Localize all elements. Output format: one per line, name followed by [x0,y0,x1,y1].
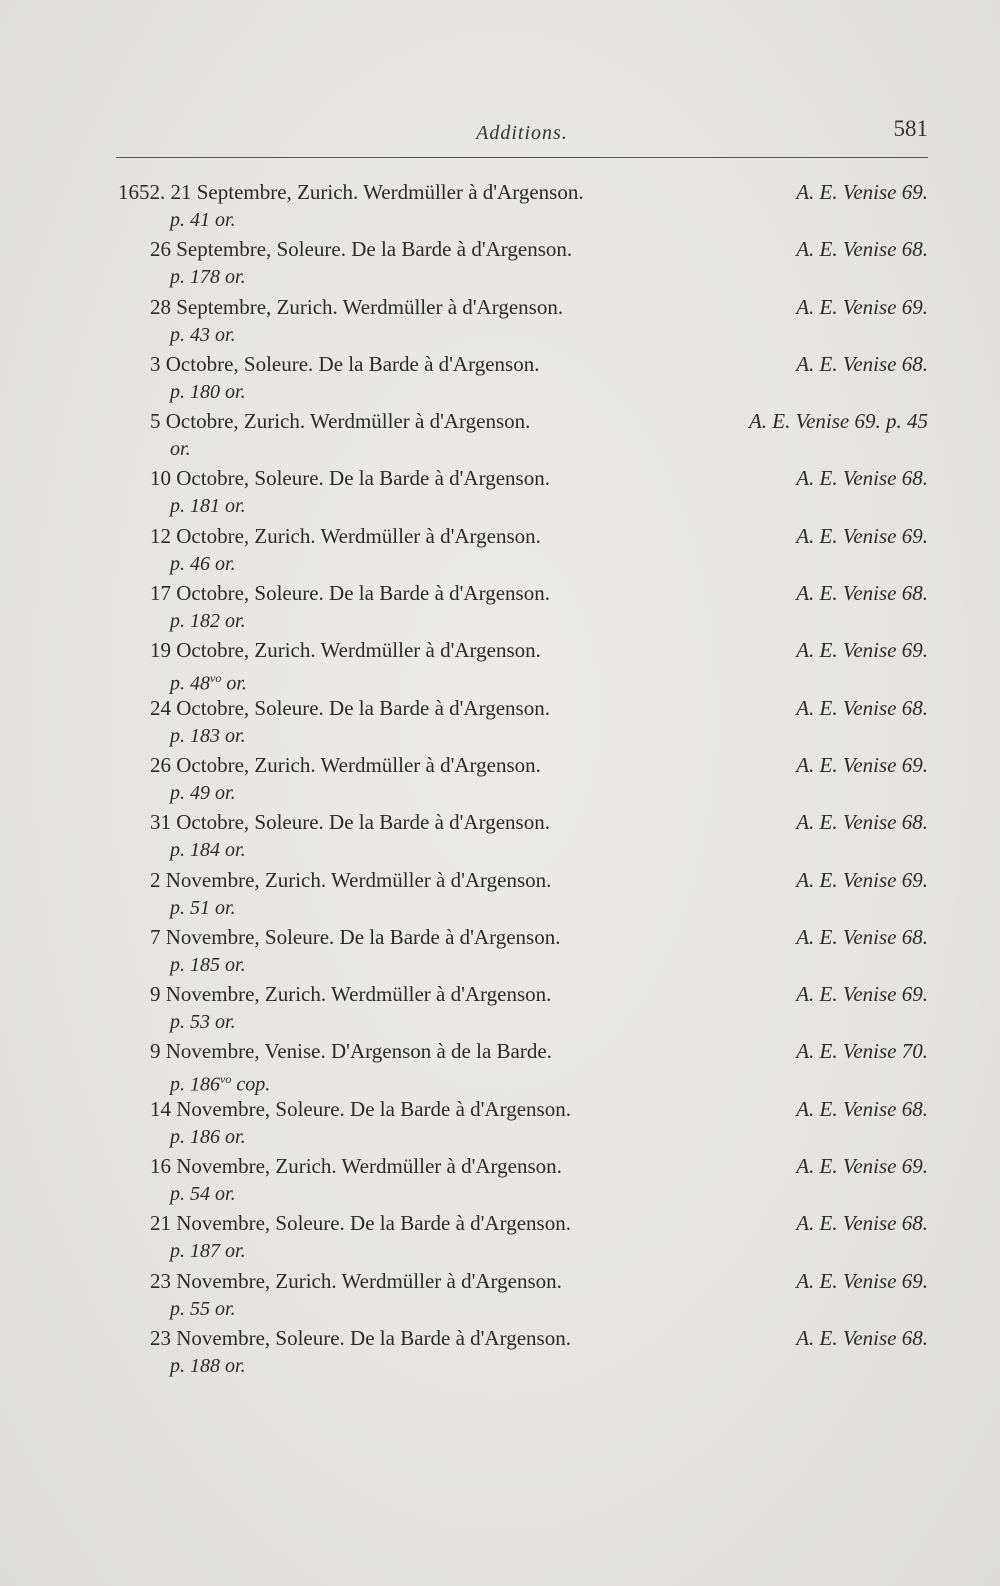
entry-day: 2 [150,867,166,892]
entry-folio: p. 188 or. [170,1354,246,1377]
entry-item [118,1152,928,1209]
entry-month: Septembre, [196,180,298,204]
entry-first-line [118,980,928,1008]
entry-day: 23 [150,1268,177,1293]
entry-place: Soleure. [275,1096,351,1121]
archive-reference: A. E. Venise 69. [796,523,928,548]
entry-first-line [118,464,928,492]
entry-month: Novembre, [165,982,265,1007]
archive-reference: A. E. Venise 68. [796,1096,928,1121]
entry-place: Zurich. [275,1268,342,1293]
entry-main-text [118,579,550,607]
entry-place: Zurich. [254,523,321,548]
entry-continuation [118,951,928,979]
entry-main-text [118,1152,562,1180]
entry-place: Zurich. [264,982,331,1007]
entry-folio: p. 182 or. [170,610,246,633]
entry-month: Septembre, [176,294,277,319]
entry-main-text [118,235,572,263]
entry-place: Soleure. [254,581,330,606]
page-number: 581 [893,116,928,141]
archive-reference: A. E. Venise 69. [796,752,928,777]
entry-month: Novembre, [165,867,265,892]
entry-month: Novembre, [176,1325,276,1350]
entry-month: Octobre, [176,695,255,720]
entry-subject: Werdmüller à d'Argenson. [320,638,541,663]
entry-item [118,178,928,235]
entry-first-line [118,235,928,263]
entry-main-text [118,751,541,779]
entry-folio: p. 49 or. [170,781,236,804]
entry-continuation [118,1352,928,1380]
entry-item [118,579,928,636]
entry-first-line [118,407,928,435]
entry-place: Zurich. [264,867,331,892]
entry-day: 10 [150,466,177,491]
entry-subject: De la Barde à d'Argenson. [351,237,573,262]
entry-day: 12 [150,523,177,548]
archive-reference: A. E. Venise 68. [796,695,928,720]
entry-subject: Werdmüller à d'Argenson. [320,752,541,777]
entry-subject: De la Barde à d'Argenson. [350,1096,571,1121]
entry-item [118,1095,928,1152]
entry-folio: p. 55 or. [170,1297,236,1320]
entry-main-text [118,1095,571,1123]
archive-reference: A. E. Venise 69. [796,180,928,204]
entry-first-line [118,1037,928,1065]
entry-place: Soleure. [276,237,352,262]
entry-subject: De la Barde à d'Argenson. [329,466,550,491]
entry-place: Soleure. [275,1325,351,1350]
entry-first-line [118,579,928,607]
entry-folio: p. 186 or. [170,1125,246,1148]
entry-first-line [118,1267,928,1295]
entry-subject: D'Argenson à de la Barde. [331,1039,552,1064]
entry-main-text [118,694,550,722]
entry-item [118,235,928,292]
entry-first-line [118,1095,928,1123]
archive-reference: A. E. Venise 69. [796,867,928,892]
entry-item [118,407,928,464]
entry-item [118,923,928,980]
entry-day: 28 [150,294,177,319]
entry-first-line [118,923,928,951]
entry-continuation [118,321,928,349]
entry-first-line [118,350,928,378]
entry-place: Venise. [264,1039,332,1064]
entry-first-line [118,1324,928,1352]
entry-item [118,1209,928,1266]
entry-day: 26 [150,752,177,777]
entry-day: 3 [150,351,166,376]
entry-continuation [118,1180,928,1208]
entry-continuation [118,492,928,520]
entry-day: 16 [150,1154,177,1179]
entry-day: 7 [150,924,166,949]
entry-folio: p. 41 or. [170,209,236,231]
entry-list [118,178,928,1381]
entry-month: Octobre, [176,752,255,777]
archive-reference: A. E. Venise 68. [796,466,928,491]
entry-place: Soleure. [264,924,340,949]
entry-item [118,866,928,923]
entry-main-text [118,636,541,664]
entry-place: Zurich. [243,409,310,434]
entry-main-text [118,407,530,435]
entry-main-text [118,350,539,378]
entry-folio: p. 51 or. [170,896,236,919]
archive-reference: A. E. Venise 68. [796,924,928,949]
entry-month: Octobre, [165,351,244,376]
archive-reference: A. E. Venise 68. [796,1211,928,1236]
entry-day: 23 [150,1325,177,1350]
entry-month: Novembre, [176,1154,276,1179]
entry-first-line [118,694,928,722]
entry-main-text [118,1267,562,1295]
archive-reference: A. E. Venise 68. [796,351,928,376]
entry-main-text [118,1037,552,1065]
entry-continuation [118,206,928,234]
entry-folio-tail: cop. [231,1074,271,1097]
entry-folio: p. 180 or. [170,380,246,403]
entry-day: 14 [150,1096,177,1121]
entry-main-text [118,1209,571,1237]
entry-main-text [118,1324,571,1352]
entry-subject: Werdmüller à d'Argenson. [331,982,552,1007]
entry-first-line [118,751,928,779]
entry-folio: p. 43 or. [170,323,236,346]
archive-reference: A. E. Venise 69. [796,1154,928,1179]
entry-place: Zurich. [297,180,364,204]
entry-folio: p. 46 or. [170,552,236,575]
entry-place: Soleure. [275,1211,351,1236]
entry-first-line [118,293,928,321]
archive-reference: A. E. Venise 69. [796,1268,928,1293]
entry-continuation [118,607,928,635]
entry-place: Zurich. [275,1154,342,1179]
entry-subject: Werdmüller à d'Argenson. [341,1268,562,1293]
entry-continuation [118,894,928,922]
entry-month: Novembre, [165,1039,265,1064]
entry-main-text [118,293,563,321]
archive-reference: A. E. Venise 70. [796,1039,928,1064]
entry-subject: Werdmüller à d'Argenson. [331,867,552,892]
entry-subject: De la Barde à d'Argenson. [329,581,550,606]
entry-item [118,293,928,350]
entry-main-text [118,464,550,492]
entry-continuation [118,550,928,578]
archive-reference: A. E. Venise 69. p. 45 [748,409,928,434]
archive-reference: A. E. Venise 68. [796,581,928,606]
entry-continuation [118,1237,928,1265]
archive-reference: A. E. Venise 69. [796,638,928,663]
entry-subject: De la Barde à d'Argenson. [339,924,561,949]
entry-day: 21 [150,1211,177,1236]
entry-continuation [118,836,928,864]
entry-folio: p. 53 or. [170,1011,236,1034]
entry-continuation [118,722,928,750]
entry-item [118,751,928,808]
entry-month: Octobre, [176,638,255,663]
entry-day: 5 [150,409,166,434]
entry-day: 9 [150,1039,166,1064]
entry-month: Novembre, [176,1096,276,1121]
entry-continuation [118,779,928,807]
archive-reference: A. E. Venise 69. [796,294,928,319]
archive-reference: A. E. Venise 68. [796,810,928,835]
entry-item [118,1267,928,1324]
entry-continuation [118,263,928,291]
entry-folio: p. 186 [170,1074,220,1097]
running-header [116,116,928,156]
entry-day: 9 [150,982,166,1007]
entry-folio: p. 187 or. [170,1240,246,1263]
entry-main-text [118,866,551,894]
entry-first-line [118,808,928,836]
entry-item [118,1324,928,1381]
entry-subject: De la Barde à d'Argenson. [350,1211,571,1236]
entry-subject: De la Barde à d'Argenson. [329,695,550,720]
entry-continuation [118,1008,928,1036]
entry-day: 1652. 21 [118,180,197,204]
header-rule [116,157,928,158]
entry-folio-superscript: vo [210,671,222,686]
entry-place: Soleure. [243,351,319,376]
entry-subject: Werdmüller à d'Argenson. [310,409,531,434]
entry-subject: De la Barde à d'Argenson. [329,810,550,835]
entry-folio-tail: or. [221,673,247,696]
entry-day: 26 [150,237,177,262]
entry-continuation [118,1295,928,1323]
entry-main-text [118,923,560,951]
entry-continuation [118,378,928,406]
entry-item [118,1037,928,1097]
entry-first-line [118,522,928,550]
entry-first-line [118,178,928,206]
entry-folio: p. 184 or. [170,839,246,862]
entry-month: Novembre, [165,924,265,949]
entry-subject: Werdmüller à d'Argenson. [320,523,541,548]
entry-first-line [118,1152,928,1180]
entry-folio: or. [170,438,191,461]
entry-place: Zurich. [254,638,321,663]
entry-subject: De la Barde à d'Argenson. [350,1325,571,1350]
entry-subject: Werdmüller à d'Argenson. [363,180,584,204]
archive-reference: A. E. Venise 68. [796,237,928,262]
entry-first-line [118,866,928,894]
archive-reference: A. E. Venise 69. [796,982,928,1007]
entry-subject: De la Barde à d'Argenson. [318,351,540,376]
entry-item [118,808,928,865]
entry-folio: p. 54 or. [170,1183,236,1206]
entry-day: 31 [150,810,177,835]
entry-first-line [118,636,928,664]
entry-subject: Werdmüller à d'Argenson. [341,1154,562,1179]
entry-folio: p. 178 or. [170,266,246,289]
entry-main-text [118,808,550,836]
entry-month: Novembre, [176,1211,276,1236]
entry-item [118,694,928,751]
entry-folio: p. 185 or. [170,953,246,976]
entry-place: Zurich. [254,752,321,777]
entry-main-text [118,522,541,550]
entry-main-text [118,178,584,206]
entry-continuation [118,435,928,463]
entry-first-line [118,1209,928,1237]
entry-month: Novembre, [176,1268,276,1293]
entry-item [118,522,928,579]
running-title: Additions. [476,122,568,144]
entry-day: 17 [150,581,177,606]
entry-day: 24 [150,695,177,720]
entry-month: Septembre, [176,237,277,262]
entry-place: Soleure. [254,695,330,720]
entry-place: Soleure. [254,810,330,835]
entry-continuation [118,1123,928,1151]
entry-main-text [118,980,551,1008]
archive-reference: A. E. Venise 68. [796,1325,928,1350]
entry-subject: Werdmüller à d'Argenson. [342,294,564,319]
entry-month: Octobre, [176,466,255,491]
entry-folio-superscript: vo [220,1072,232,1087]
entry-folio: p. 181 or. [170,495,246,518]
entry-item [118,464,928,521]
entry-month: Octobre, [176,581,255,606]
entry-place: Soleure. [254,466,330,491]
entry-month: Octobre, [176,523,255,548]
entry-folio: p. 183 or. [170,724,246,747]
entry-item [118,636,928,696]
entry-place: Zurich. [276,294,343,319]
entry-day: 19 [150,638,177,663]
entry-item [118,350,928,407]
entry-item [118,980,928,1037]
entry-month: Octobre, [176,810,255,835]
entry-folio: p. 48 [170,673,210,696]
entry-month: Octobre, [165,409,244,434]
